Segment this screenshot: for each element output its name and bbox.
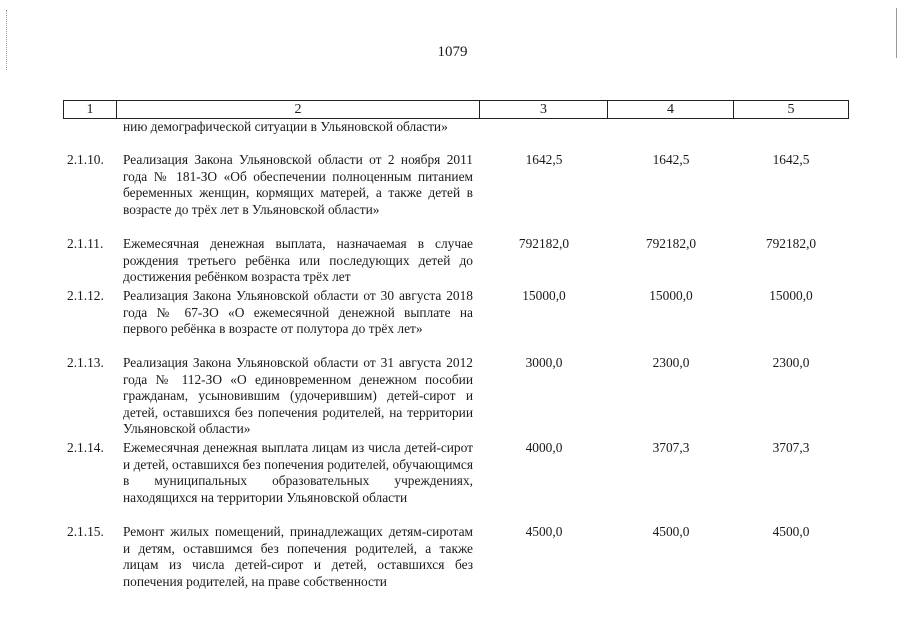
header-col-5: 5 <box>787 102 795 117</box>
row-value-col-4: 2300,0 <box>652 355 690 370</box>
row-value-col-5: 2300,0 <box>772 355 810 370</box>
page-number: 1079 <box>437 44 468 60</box>
row-value-col-3: 792182,0 <box>518 236 570 251</box>
row-number: 2.1.11. <box>67 236 104 251</box>
row-number: 2.1.13. <box>67 355 104 370</box>
row-number: 2.1.14. <box>67 440 104 455</box>
row-description: Реализация Закона Ульяновской области от 31 августа 2012 года № 112-ЗО «О единовременном денежном пособии гражданам, усыновившим (удочерившим) детей-сирот и детей, оставшихся без попечения родителей, на территории Ульяновской области» <box>123 355 473 437</box>
header-col-4: 4 <box>608 101 734 118</box>
header-col-2: 2 <box>117 101 480 118</box>
row-description: Ремонт жилых помещений, принадлежащих детям-сиротам и детям, оставшимся без попечения родителей, а также лицам из числа детей-сирот и детей, оставшихся без попечения родителей, на праве собственности <box>123 524 473 589</box>
row-value-col-5: 3707,3 <box>772 440 810 455</box>
row-number: 2.1.12. <box>67 288 104 303</box>
row-description: Ежемесячная денежная выплата лицам из числа детей-сирот и детей, оставшихся без попечения родителей, обучающимся в муниципальных образовательных учреждениях, находящихся на территории Ульяновской области <box>123 440 473 505</box>
row-value-col-4: 1642,5 <box>652 152 690 167</box>
continuation-text: нию демографической ситуации в Ульяновской области» <box>123 119 448 134</box>
row-value-col-4: 3707,3 <box>652 440 690 455</box>
row-value-col-5: 4500,0 <box>772 524 810 539</box>
row-value-col-4: 4500,0 <box>652 524 690 539</box>
row-number: 2.1.10. <box>67 152 104 167</box>
row-value-col-3: 3000,0 <box>525 355 563 370</box>
row-value-col-5: 792182,0 <box>765 236 817 251</box>
margin-mark <box>6 10 7 70</box>
row-value-col-5: 15000,0 <box>769 288 813 303</box>
row-value-col-3: 4000,0 <box>525 440 563 455</box>
table-header-row <box>63 100 849 119</box>
header-col-1: 1 <box>64 101 117 118</box>
row-description: Реализация Закона Ульяновской области от 30 августа 2018 года № 67-ЗО «О ежемесячной денежной выплате на первого ребёнка в возрасте от полутора до трёх лет» <box>123 288 473 337</box>
row-value-col-4: 792182,0 <box>645 236 697 251</box>
row-description: Ежемесячная денежная выплата, назначаемая в случае рождения третьего ребёнка или последующих детей до достижения ребёнком возраста трёх лет <box>123 236 473 285</box>
row-number: 2.1.15. <box>67 524 104 539</box>
row-description: Реализация Закона Ульяновской области от 2 ноября 2011 года № 181-ЗО «Об обеспечении полноценным питанием беременных женщин, кормящих матерей, а также детей в возрасте до трёх лет в Ульяновской области» <box>123 152 473 217</box>
row-value-col-3: 15000,0 <box>522 288 566 303</box>
header-col-3: 3 <box>480 101 608 118</box>
row-value-col-4: 15000,0 <box>649 288 693 303</box>
row-value-col-5: 1642,5 <box>772 152 810 167</box>
row-value-col-3: 4500,0 <box>525 524 563 539</box>
row-value-col-3: 1642,5 <box>525 152 563 167</box>
